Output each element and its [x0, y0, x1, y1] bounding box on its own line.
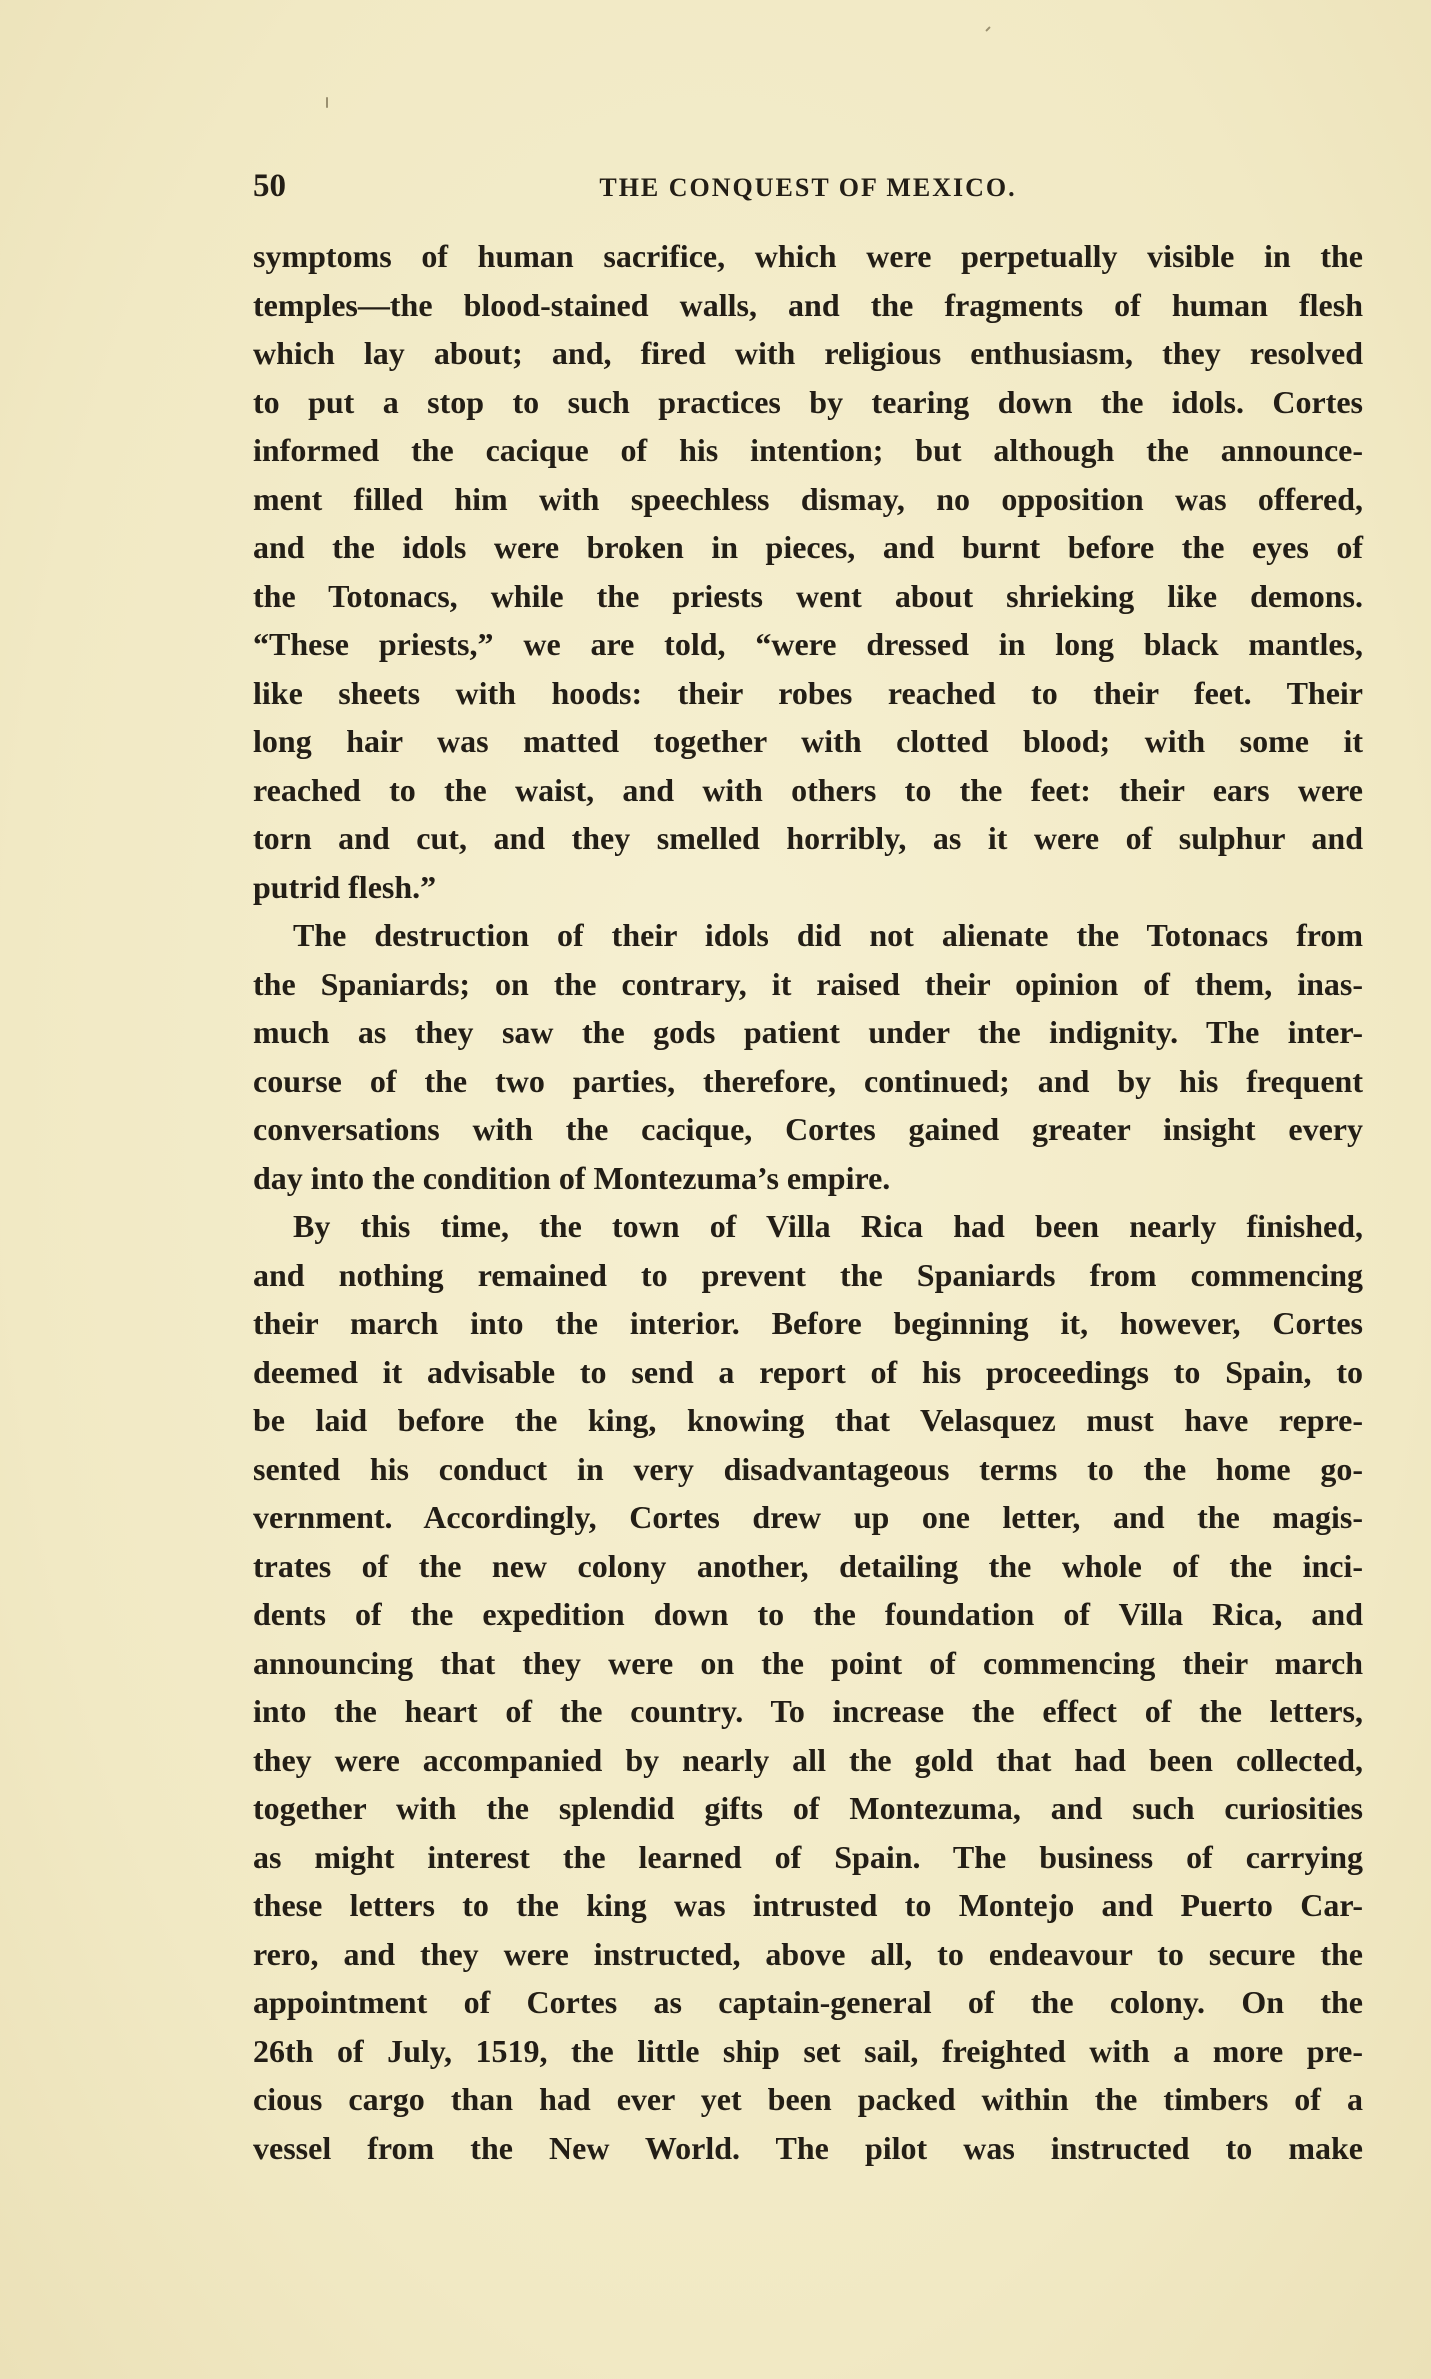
paragraph-start-line: The destruction of their idols did not alienate the Totonacs from [293, 917, 1363, 953]
text-line: rero, and they were instructed, above all, to endeavour to secure the [253, 1935, 1363, 1972]
text-line: announcing that they were on the point of commencing their march [253, 1644, 1363, 1681]
text-line: informed the cacique of his intention; but although the announce- [253, 432, 1363, 468]
paragraph-end-line: putrid flesh.” [253, 868, 437, 905]
text-line: deemed it advisable to send a report of his proceedings to Spain, to [253, 1353, 1363, 1390]
text-line: which lay about; and, fired with religious enthusiasm, they resolved [253, 335, 1363, 371]
text-line: they were accompanied by nearly all the gold that had been collected, [253, 1741, 1363, 1778]
text-line: vessel from the New World. The pilot was instructed to make [253, 2129, 1363, 2166]
text-line: long hair was matted together with clotted blood; with some it [253, 723, 1363, 759]
text-line: cious cargo than had ever yet been packed within the timbers of a [253, 2081, 1363, 2117]
text-line: symptoms of human sacrifice, which were perpetually visible in the [253, 238, 1363, 274]
text-line: into the heart of the country. To increase the effect of the letters, [253, 1693, 1363, 1729]
text-line: these letters to the king was intrusted to Montejo and Puerto Car- [253, 1887, 1363, 1923]
text-line: torn and cut, and they smelled horribly, as it were of sulphur and [253, 820, 1363, 856]
print-speck [326, 97, 328, 108]
text-line: “These priests,” we are told, “were dressed in long black mantles, [253, 626, 1363, 662]
text-line: to put a stop to such practices by tearing down the idols. Cortes [253, 383, 1363, 420]
text-line: conversations with the cacique, Cortes gained greater insight every [253, 1111, 1363, 1147]
text-line: dents of the expedition down to the foundation of Villa Rica, and [253, 1596, 1363, 1632]
paragraph-end-line: day into the condition of Montezuma’s empire. [253, 1159, 891, 1196]
text-line: much as they saw the gods patient under the indignity. The inter- [253, 1014, 1363, 1050]
text-line: the Totonacs, while the priests went about shrieking like demons. [253, 577, 1363, 614]
text-line: like sheets with hoods: their robes reached to their feet. Their [253, 674, 1363, 711]
running-head: THE CONQUEST OF MEXICO. [599, 173, 1017, 202]
text-line: vernment. Accordingly, Cortes drew up one letter, and the magis- [253, 1499, 1363, 1535]
page-header [253, 168, 1363, 216]
text-line: sented his conduct in very disadvantageous terms to the home go- [253, 1450, 1363, 1487]
text-line: be laid before the king, knowing that Velasquez must have repre- [253, 1402, 1363, 1438]
text-line: 26th of July, 1519, the little ship set sail, freighted with a more pre- [253, 2032, 1363, 2069]
text-line: and nothing remained to prevent the Spaniards from commencing [253, 1256, 1363, 1293]
text-line: ment filled him with speechless dismay, no opposition was offered, [253, 480, 1363, 517]
text-line: as might interest the learned of Spain. The business of carrying [253, 1838, 1363, 1875]
body-text [253, 232, 1363, 2172]
text-line: appointment of Cortes as captain-general of the colony. On the [253, 1984, 1363, 2020]
text-line: their march into the interior. Before beginning it, however, Cortes [253, 1305, 1363, 1341]
page-number: 50 [253, 168, 286, 204]
text-line: trates of the new colony another, detailing the whole of the inci- [253, 1547, 1363, 1584]
text-line: the Spaniards; on the contrary, it raised their opinion of them, inas- [253, 965, 1363, 1002]
text-line: and the idols were broken in pieces, and burnt before the eyes of [253, 529, 1363, 565]
paragraph-start-line: By this time, the town of Villa Rica had been nearly finished, [293, 1208, 1363, 1244]
text-line: course of the two parties, therefore, continued; and by his frequent [253, 1062, 1363, 1099]
text-line: reached to the waist, and with others to the feet: their ears were [253, 771, 1363, 808]
text-line: together with the splendid gifts of Montezuma, and such curiosities [253, 1790, 1363, 1826]
text-line: temples—the blood-stained walls, and the fragments of human flesh [253, 286, 1363, 323]
print-speck [985, 26, 991, 32]
